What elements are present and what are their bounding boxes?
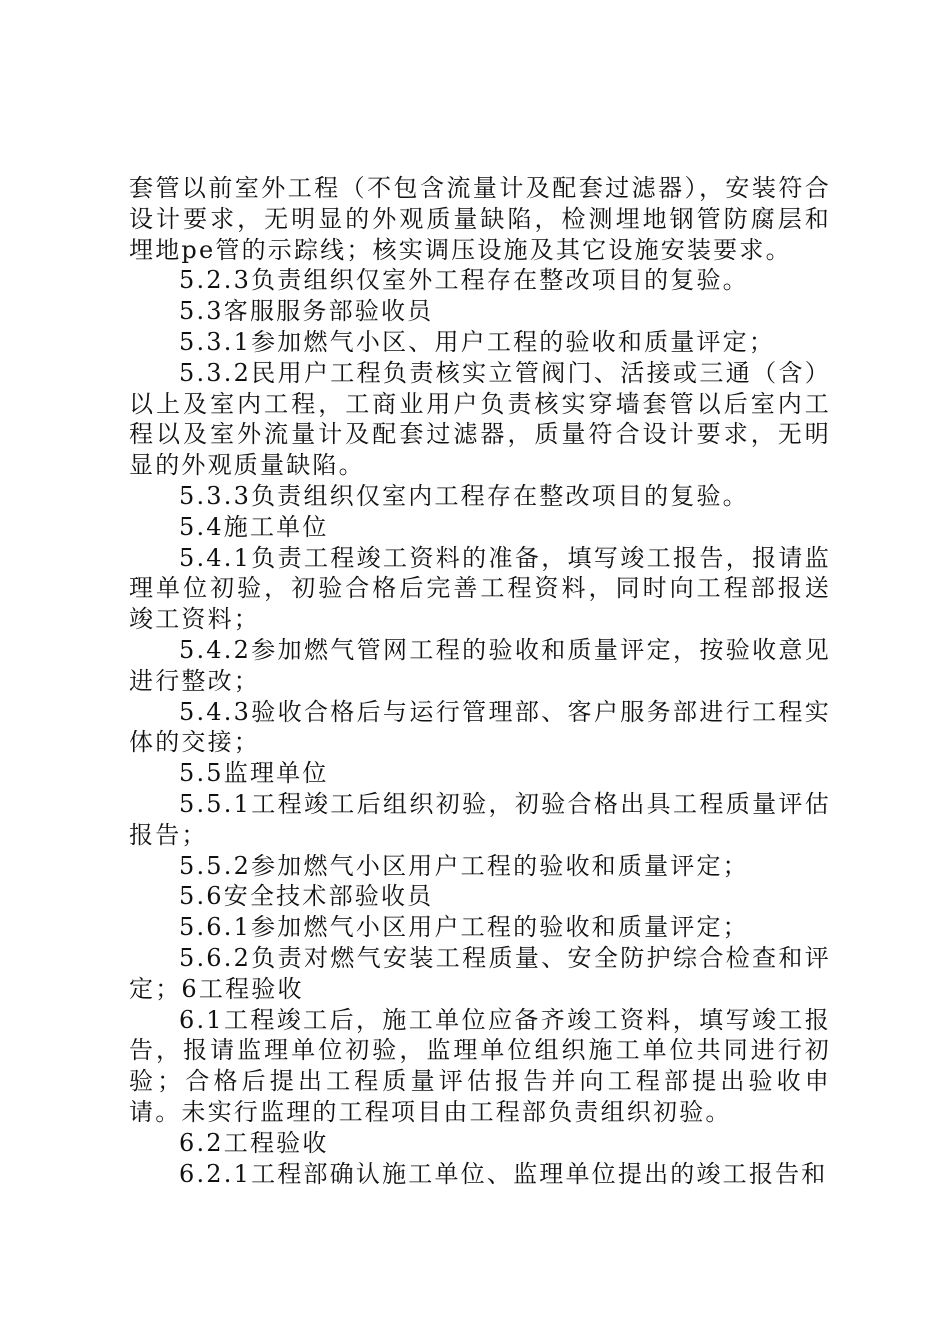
paragraph: 套管以前室外工程（不包含流量计及配套过滤器），安装符合设计要求，无明显的外观质量缺陷，检测埋地钢管防腐层和埋地pe管的示踪线；核实调压设施及其它设施安装要求。 (129, 174, 831, 264)
paragraph: 5.5.1工程竣工后组织初验，初验合格出具工程质量评估报告； (129, 789, 831, 849)
paragraph: 5.5.2参加燃气小区用户工程的验收和质量评定； (179, 851, 749, 880)
paragraph: 5.2.3负责组织仅室外工程存在整改项目的复验。 (179, 266, 749, 295)
paragraph: 5.6.2负责对燃气安装工程质量、安全防护综合检查和评定；6工程验收 (129, 943, 831, 1003)
paragraph: 5.3.1参加燃气小区、用户工程的验收和质量评定； (179, 327, 776, 356)
section-heading: 6.2工程验收 (179, 1128, 329, 1157)
section-heading: 5.5监理单位 (179, 759, 329, 788)
paragraph: 5.3.3负责组织仅室内工程存在整改项目的复验。 (179, 481, 749, 510)
paragraph: 5.4.2参加燃气管网工程的验收和质量评定，按验收意见进行整改； (129, 635, 831, 695)
section-heading: 5.3客服服务部验收员 (179, 297, 434, 326)
document-body (129, 173, 831, 1189)
paragraph: 6.1工程竣工后，施工单位应备齐竣工资料，填写竣工报告，报请监理单位初验，监理单位组织施工单位共同进行初验；合格后提出工程质量评估报告并向工程部提出验收申请。未实行监理的工程项目由工程部负责组织初验。 (129, 1005, 831, 1126)
paragraph: 5.4.1负责工程竣工资料的准备，填写竣工报告，报请监理单位初验，初验合格后完善工程资料，同时向工程部报送竣工资料； (129, 543, 831, 634)
section-heading: 5.4施工单位 (179, 512, 329, 541)
paragraph: 5.6.1参加燃气小区用户工程的验收和质量评定； (179, 913, 749, 942)
paragraph: 5.3.2民用户工程负责核实立管阀门、活接或三通（含）以上及室内工程，工商业用户负责核实穿墙套管以后室内工程以及室外流量计及配套过滤器，质量符合设计要求，无明显的外观质量缺陷。 (129, 358, 831, 480)
section-heading: 5.6安全技术部验收员 (179, 882, 434, 911)
paragraph: 5.4.3验收合格后与运行管理部、客户服务部进行工程实体的交接； (129, 697, 831, 757)
paragraph: 6.2.1工程部确认施工单位、监理单位提出的竣工报告和 (179, 1159, 828, 1188)
